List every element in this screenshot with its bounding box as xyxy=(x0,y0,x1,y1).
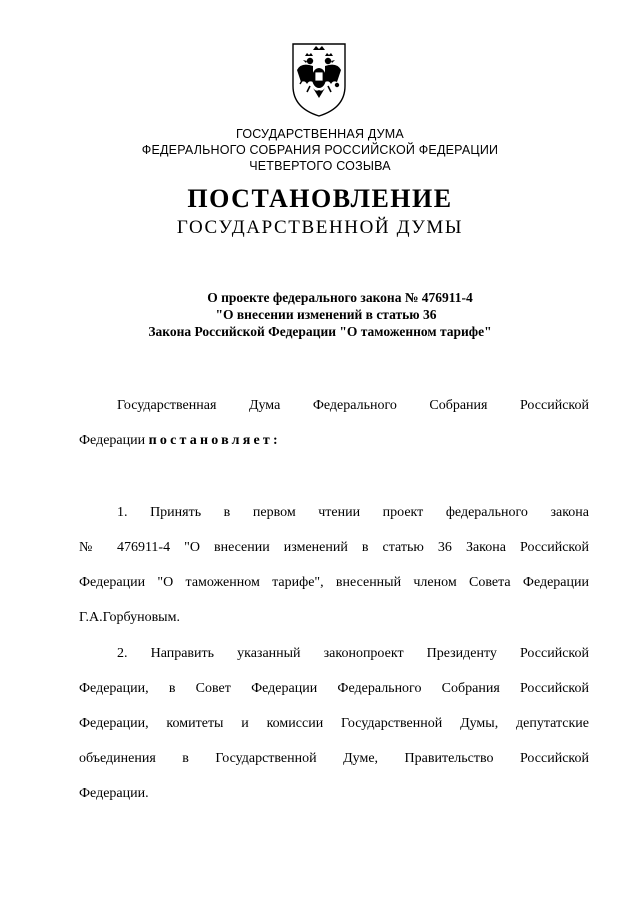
item2-line-2: Федерации, в Совет Федерации Федерального Собрания Российской xyxy=(79,681,589,696)
preamble-line-2 xyxy=(79,423,589,458)
resolution-item-1 xyxy=(79,495,589,635)
item2-line-3: Федерации, комитеты и комиссии Государственной Думы, депутатские xyxy=(79,716,589,731)
document-subject xyxy=(0,289,640,340)
item1-line-4: Г.А.Горбуновым. xyxy=(79,610,180,625)
header-line-duma: ГОСУДАРСТВЕННАЯ ДУМА xyxy=(236,127,404,141)
subject-line-3: Закона Российской Федерации "О таможенном тарифе" xyxy=(148,324,492,339)
item1-line-2: № 476911-4 "О внесении изменений в статью 36 Закона Российской xyxy=(79,540,589,555)
subject-line-1: О проекте федерального закона № 476911-4 xyxy=(207,290,473,305)
preamble-paragraph xyxy=(79,388,589,458)
item2-line-5: Федерации. xyxy=(79,786,149,801)
preamble-line-1: Государственная Дума Федерального Собрания Российской xyxy=(117,398,589,413)
item2-line-1: 2. Направить указанный законопроект Президенту Российской xyxy=(117,646,589,661)
document-subtitle: ГОСУДАРСТВЕННОЙ ДУМЫ xyxy=(176,217,464,238)
item2-line-4: объединения в Государственной Думе, Правительство Российской xyxy=(79,751,589,766)
issuing-body-header xyxy=(0,126,640,174)
subject-line-2: "О внесении изменений в статью 36 xyxy=(215,307,437,322)
item1-line-1: 1. Принять в первом чтении проект федерального закона xyxy=(117,505,589,520)
preamble-resolves-word: постановляет: xyxy=(148,433,281,448)
header-line-assembly: ФЕДЕРАЛЬНОГО СОБРАНИЯ РОССИЙСКОЙ ФЕДЕРАЦИИ xyxy=(141,143,499,157)
preamble-federation-word: Федерации xyxy=(79,433,146,448)
item1-line-3: Федерации "О таможенном тарифе", внесенный членом Совета Федерации xyxy=(79,575,589,590)
document-title: ПОСТАНОВЛЕНИЕ xyxy=(187,184,453,213)
header-line-convocation: ЧЕТВЕРТОГО СОЗЫВА xyxy=(249,159,391,173)
resolution-item-2 xyxy=(79,636,589,811)
double-headed-eagle-emblem-icon xyxy=(283,40,355,120)
